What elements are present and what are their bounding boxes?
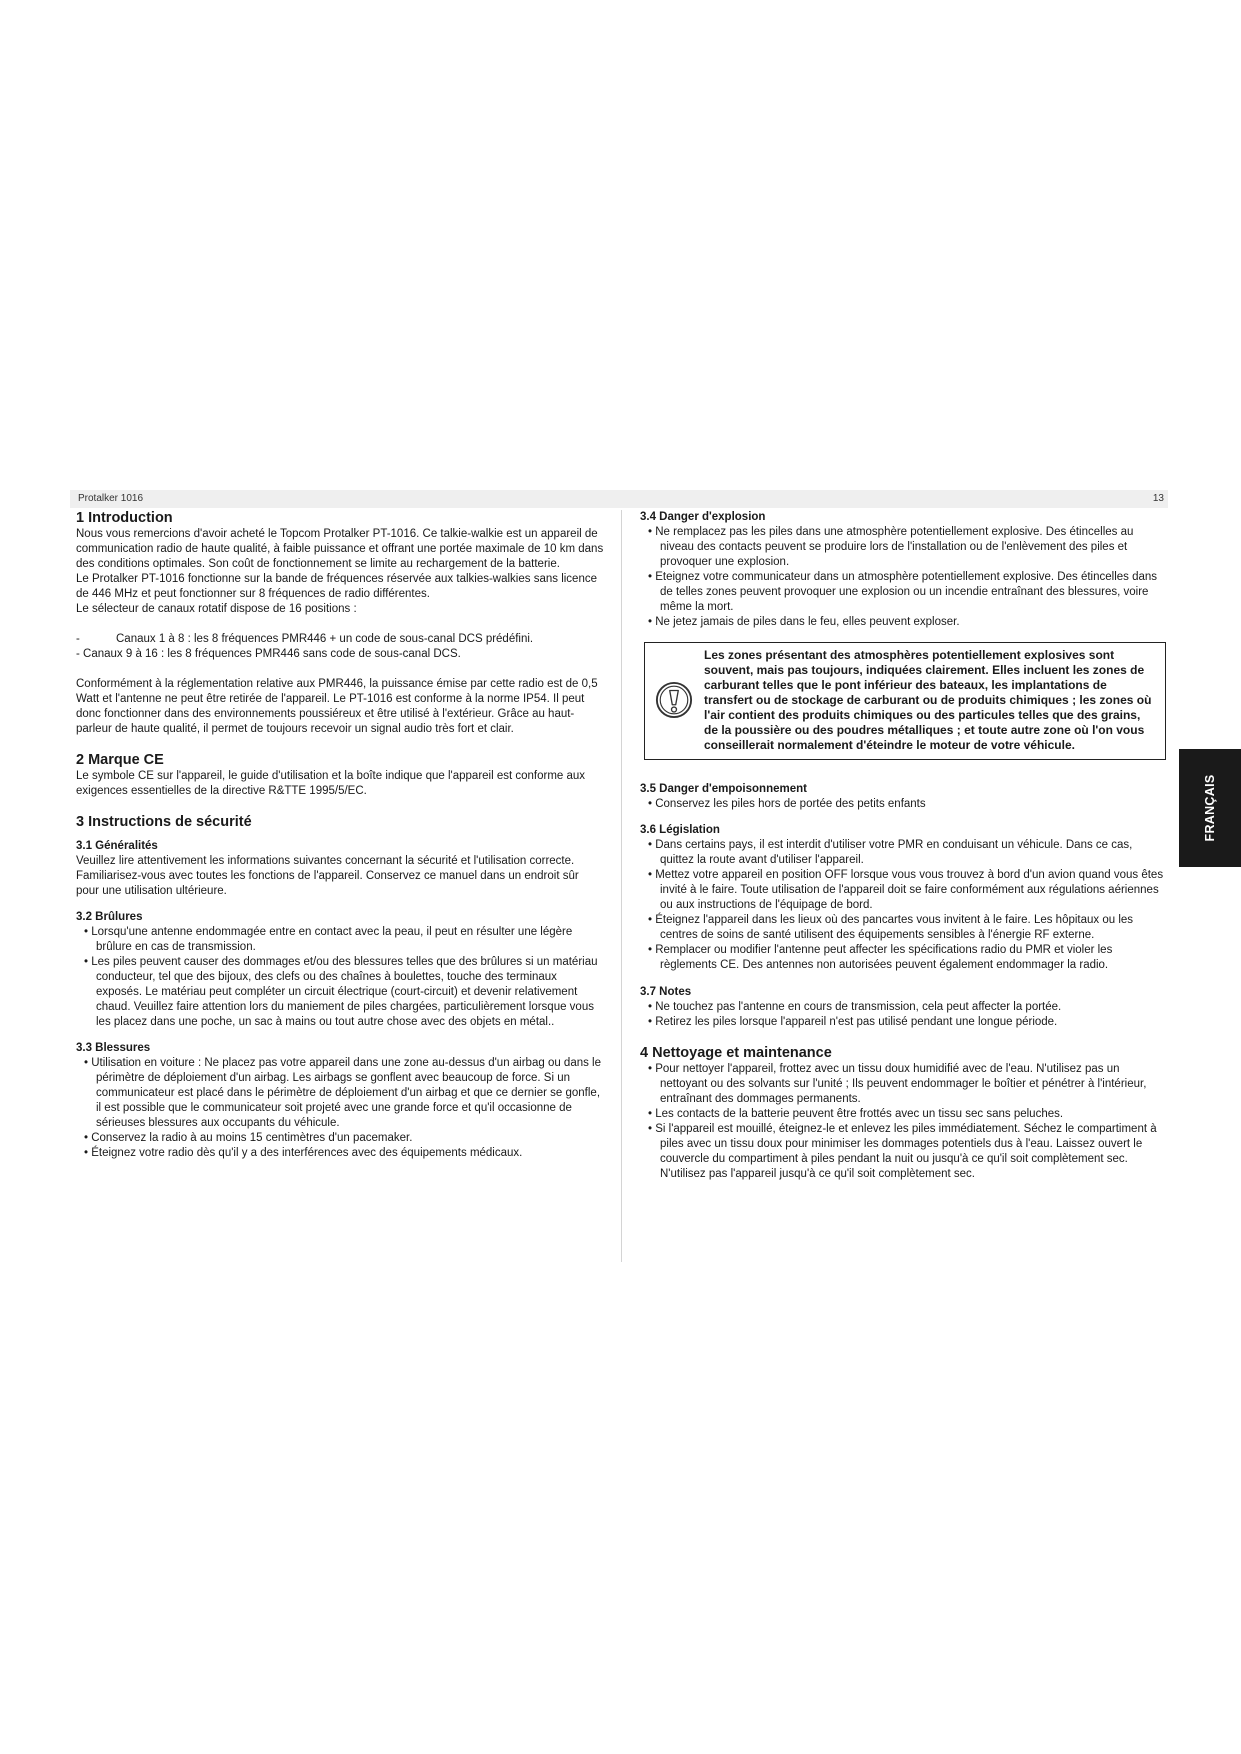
list-item: • Les contacts de la batterie peuvent être frottés avec un tissu sec sans peluches. <box>648 1108 1064 1120</box>
section-title: 1 Introduction <box>76 510 173 526</box>
list-dash: - <box>76 633 80 645</box>
warning-text: Les zones présentant des atmosphères potentiellement explosives sont souvent, mais pas toujours, indiquées clairement. Elles incluent les zones de carburant telles que le pont inférieur des bateaux, les implantations de transfert ou de stockage de carburant ou de produits chimiques ; les zones où l'air contient des produits chimiques ou des particules telles que des grains, de la poussière ou des poudres métalliques ; et toute autre zone où l'on vous conseillerait normalement d'éteindre le moteur de votre véhicule. <box>704 648 1152 752</box>
subsection-burns <box>76 910 604 1030</box>
bullet-list <box>640 1000 1168 1030</box>
section-title: 3 Instructions de sécurité <box>76 814 252 830</box>
header-product-name: Protalker 1016 <box>78 493 144 504</box>
left-column <box>76 509 604 1161</box>
list-item: • Utilisation en voiture : Ne placez pas votre appareil dans une zone au-dessus d'un airbag ou dans le périmètre de déploiement d'un airbag. Les airbags se gonflent avec beaucoup de force. Si un communicateur est placé dans le périmètre de déploiement d'un airbag et que ce dernier se gonfle, il est possible que le communicateur soit projeté avec une grande force et qu'il occasionne de sérieuses blessures aux occupants du véhicule. <box>84 1057 602 1129</box>
list-item: • Lorsqu'une antenne endommagée entre en contact avec la peau, il peut en résulter une légère brûlure en cas de transmission. <box>84 926 573 953</box>
language-tab <box>1179 749 1241 867</box>
column-divider <box>621 510 622 1262</box>
subsection-title: 3.1 Généralités <box>76 840 158 852</box>
paragraph: Nous vous remercions d'avoir acheté le Topcom Protalker PT-1016. Ce talkie-walkie est un appareil de communication radio de haute qualité, à faible puissance et offrant une portée maximale de 10 km dans des conditions optimales. Son coût de fonctionnement se limite au rechargement de la batterie. <box>76 528 604 570</box>
list-item: • Conservez la radio à au moins 15 centimètres d'un pacemaker. <box>84 1132 413 1144</box>
paragraph: Le sélecteur de canaux rotatif dispose de 16 positions : <box>76 603 357 615</box>
channel-list-item: - Canaux 9 à 16 : les 8 fréquences PMR446 sans code de sous-canal DCS. <box>76 648 461 660</box>
list-item: • Ne jetez jamais de piles dans le feu, elles peuvent exploser. <box>648 616 960 628</box>
bullet-list <box>76 1056 604 1161</box>
warning-box <box>644 642 1166 760</box>
list-item: • Éteignez votre radio dès qu'il y a des interférences avec des équipements médicaux. <box>84 1147 523 1159</box>
list-item: • Conservez les piles hors de portée des petits enfants <box>648 798 926 810</box>
channel-text: Canaux 1 à 8 : les 8 fréquences PMR446 + un code de sous-canal DCS prédéfini. <box>116 633 534 645</box>
paragraph: Le Protalker PT-1016 fonctionne sur la bande de fréquences réservée aux talkies-walkies sans licence de 446 MHz et peut fonctionner sur 8 fréquences de radio différentes. <box>76 573 597 600</box>
bullet-list <box>640 1062 1168 1182</box>
paragraph: Le symbole CE sur l'appareil, le guide d'utilisation et la boîte indique que l'appareil est conforme aux exigences essentielles de la directive R&TTE 1995/5/EC. <box>76 770 586 797</box>
bullet-list <box>76 925 604 1030</box>
subsection-notes <box>640 985 1168 1030</box>
subsection-title: 3.6 Législation <box>640 824 720 836</box>
subsection-title: 3.7 Notes <box>640 986 692 998</box>
list-item: • Si l'appareil est mouillé, éteignez-le et enlevez les piles immédiatement. Séchez le compartiment à piles avec un tissu doux pour minimiser les dommages potentiels dus à l'eau. Laissez ouvert le couvercle du compartiment à piles pendant la nuit ou jusqu'à ce qu'il soit complètement sec. N'utilisez pas l'appareil jusqu'à ce qu'il soit complètement sec. <box>648 1123 1157 1180</box>
subsection-title: 3.3 Blessures <box>76 1042 151 1054</box>
subsection-title: 3.4 Danger d'explosion <box>640 511 766 523</box>
list-item: • Les piles peuvent causer des dommages et/ou des blessures telles que des brûlures si un matériau conducteur, tel que des bijoux, des clefs ou des chaînes à boulettes, touche des terminaux exposés. Le matériau peut compléter un circuit électrique (court-circuit) et devenir relativement chaud. Veuillez faire attention lors du maniement de piles chargées, particulièrement lorsque vous les placez dans une poche, un sac à mains ou tout autre chose avec des objets en métal.. <box>84 956 598 1028</box>
section-title: 4 Nettoyage et maintenance <box>640 1045 832 1061</box>
section-cleaning <box>640 1044 1168 1182</box>
list-item: • Dans certains pays, il est interdit d'utiliser votre PMR en conduisant un véhicule. Dans ce cas, quittez la route avant d'utiliser l'appareil. <box>648 839 1133 866</box>
subsection-legislation <box>640 823 1168 973</box>
bullet-list <box>640 525 1168 630</box>
right-column <box>640 509 1168 1182</box>
bullet-list <box>640 797 1168 812</box>
list-item: • Ne remplacez pas les piles dans une atmosphère potentiellement explosive. Des étincelles au niveau des contacts peuvent se produire lors de l'installation ou de l'enlèvement des piles et provoquer une explosion. <box>648 526 1134 568</box>
list-item: • Eteignez votre communicateur dans un atmosphère potentiellement explosive. Des étincelles dans de telles zones peuvent provoquer une explosion ou un incendie entraînant des blessures, voire même la mort. <box>648 571 1158 613</box>
exclamation-warning-icon <box>655 681 693 719</box>
section-introduction <box>76 509 604 737</box>
list-item: • Pour nettoyer l'appareil, frottez avec un tissu doux humidifié avec de l'eau. N'utilisez pas un nettoyant ou des solvants sur l'unité ; Ils peuvent endommager le boîtier et pénétrer à l'intérieur, entraînant des dommages permanents. <box>648 1063 1147 1105</box>
list-item: • Mettez votre appareil en position OFF lorsque vous vous trouvez à bord d'un avion quand vous êtes invité à le faire. Toute utilisation de l'appareil doit se faire conformément aux régulations aériennes ou aux instructions de l'équipage de bord. <box>648 869 1164 911</box>
subsection-poisoning <box>640 782 1168 812</box>
section-title: 2 Marque CE <box>76 752 164 768</box>
subsection-title: 3.5 Danger d'empoisonnement <box>640 783 807 795</box>
page-header <box>70 490 1168 508</box>
list-item: • Retirez les piles lorsque l'appareil n'est pas utilisé pendant une longue période. <box>648 1016 1058 1028</box>
paragraph: Conformément à la réglementation relative aux PMR446, la puissance émise par cette radio est de 0,5 Watt et l'antenne ne peut être retirée de l'appareil. Le PT-1016 est conforme à la norme IP54. Il peut donc fonctionner dans des environnements poussiéreux et être utilisé à l'extérieur. Grâce au haut-parleur de haute qualité, il permet de toujours recevoir un signal audio très fort et clair. <box>76 678 598 735</box>
subsection-title: 3.2 Brûlures <box>76 911 143 923</box>
bullet-list <box>640 838 1168 973</box>
page-number: 13 <box>1152 493 1164 504</box>
list-item: • Remplacer ou modifier l'antenne peut affecter les spécifications radio du PMR et violer les règlements CE. Des antennes non autorisées peuvent également endommager la radio. <box>648 944 1113 971</box>
language-tab-label: FRANÇAIS <box>1203 774 1217 842</box>
list-item: • Ne touchez pas l'antenne en cours de transmission, cela peut affecter la portée. <box>648 1001 1062 1013</box>
subsection-injuries <box>76 1041 604 1161</box>
subsection-general <box>76 839 604 899</box>
channel-list-item <box>76 632 604 647</box>
section-safety <box>76 813 604 1161</box>
subsection-explosion <box>640 510 1168 760</box>
section-ce-mark <box>76 751 604 799</box>
paragraph: Veuillez lire attentivement les informations suivantes concernant la sécurité et l'utilisation correcte. Familiarisez-vous avec toutes les fonctions de l'appareil. Conservez ce manuel dans un endroit sûr pour une utilisation ultérieure. <box>76 855 579 897</box>
list-item: • Éteignez l'appareil dans les lieux où des pancartes vous invitent à le faire. Les hôpitaux ou les centres de soins de santé utilisent des équipements sensibles à l'énergie RF externe. <box>648 914 1134 941</box>
